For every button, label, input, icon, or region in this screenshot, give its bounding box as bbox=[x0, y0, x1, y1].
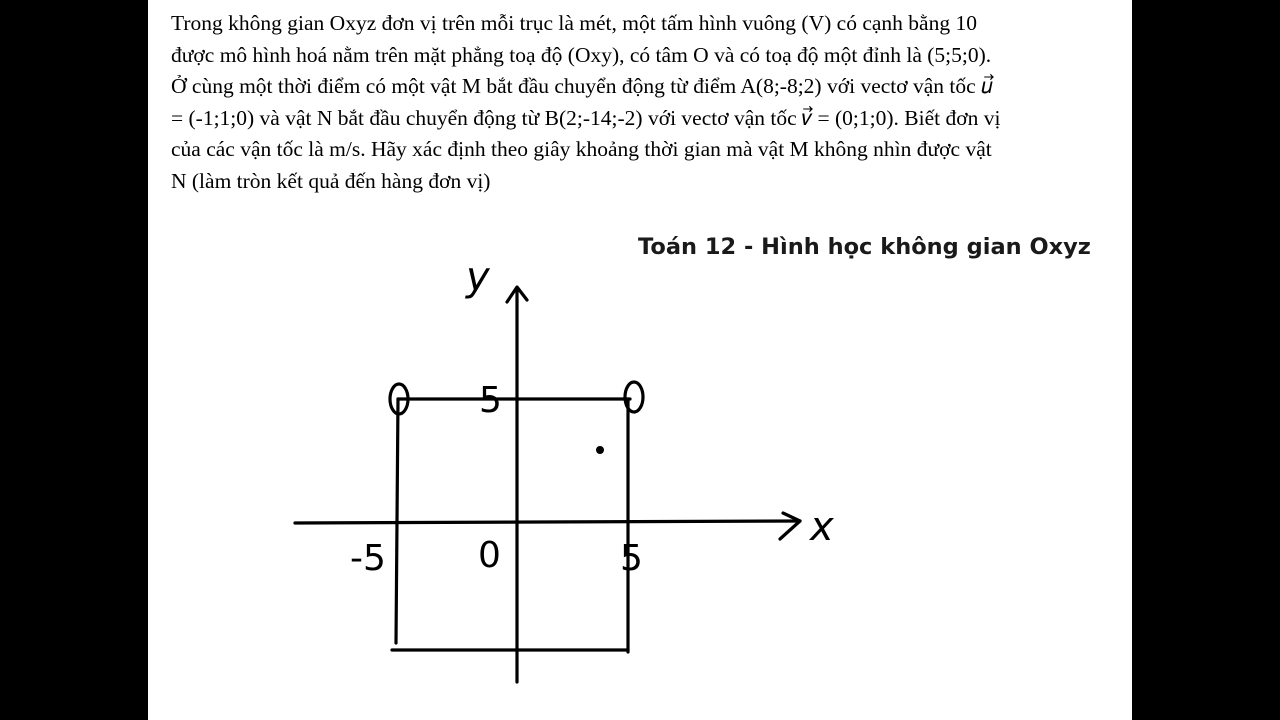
problem-line: được mô hình hoá nằm trên mặt phẳng toạ độ (Oxy), có tâm O và có toạ độ một đỉnh là (5;5;0). bbox=[171, 42, 992, 67]
x-axis-arrowhead bbox=[780, 513, 800, 539]
origin-label: 0 bbox=[478, 535, 501, 576]
slide-page bbox=[148, 0, 1132, 720]
y-axis-label: y bbox=[466, 254, 490, 300]
tick-label-x-neg5: -5 bbox=[350, 538, 386, 579]
problem-line: N (làm tròn kết quả đến hàng đơn vị) bbox=[171, 168, 491, 193]
problem-line: Ở cùng một thời điểm có một vật M bắt đầu chuyển động từ điểm A(8;-8;2) với vectơ vận tốc 𝑢⃗ bbox=[171, 74, 993, 98]
problem-line: của các vận tốc là m/s. Hãy xác định theo giây khoảng thời gian mà vật M không nhìn được vật bbox=[171, 137, 992, 161]
handwritten-sketch bbox=[148, 0, 1132, 720]
vertex-mark-right bbox=[625, 382, 643, 412]
tick-label-y5: 5 bbox=[479, 380, 502, 421]
x-axis bbox=[295, 521, 800, 523]
tick-label-x5: 5 bbox=[620, 538, 643, 579]
point-dot bbox=[596, 446, 604, 454]
x-axis-label: x bbox=[810, 504, 834, 550]
problem-line: = (-1;1;0) và vật N bắt đầu chuyển động từ B(2;-14;-2) với vectơ vận tốc 𝑣⃗ = (0;1;0). Biết đơn vị bbox=[171, 105, 1001, 130]
course-subtitle: Toán 12 - Hình học không gian Oxyz bbox=[638, 234, 1091, 260]
square-left-edge bbox=[396, 399, 398, 643]
problem-line: Trong không gian Oxyz đơn vị trên mỗi trục là mét, một tấm hình vuông (V) có cạnh bằng 10 bbox=[171, 11, 977, 35]
